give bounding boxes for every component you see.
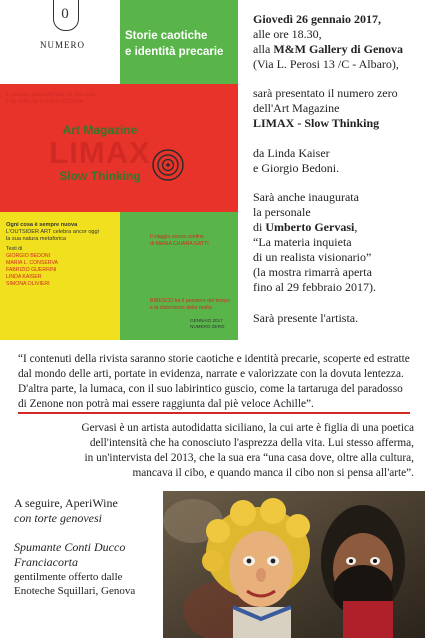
author-item: LINDA KAISER xyxy=(6,274,42,280)
author-item: SIMONA OLIVIERI xyxy=(6,281,50,287)
quote-line: dal mondo delle arti, portate in evidenza, narrate e valorizzate con la dovuta lentezza. xyxy=(18,368,404,380)
event-address: (Via L. Perosi 13 /C - Albaro), xyxy=(253,57,399,71)
event-date-text: Giovedì 26 gennaio 2017, xyxy=(253,12,382,26)
photo-illustration xyxy=(163,491,425,638)
magazine-name xyxy=(253,116,379,131)
enoteche-line: Enoteche Squillari, Genova xyxy=(14,585,136,597)
open-line-7: fino al 29 febbraio 2017). xyxy=(253,280,376,294)
cover-headline xyxy=(125,28,235,60)
cover-issue-line-2: NUMERO ZERO xyxy=(190,324,225,329)
cover-mid-line-3: la sua natura metaforica xyxy=(6,236,67,242)
bio-line: dell'intensità che ha conosciuto l'asprezza della vita. Lui stesso afferma, xyxy=(89,437,414,449)
cover-right-text xyxy=(150,234,236,248)
authors-label: Testi di xyxy=(6,246,23,252)
cover-issue-line-1: GENNAIO 2017 xyxy=(190,318,223,323)
cover-headline-line-1: Storie caotiche xyxy=(125,30,208,42)
author-item: GIORGIO BEDONI xyxy=(6,253,51,259)
event-date xyxy=(253,12,381,27)
by-line-2: e Giorgio Bedoni. xyxy=(253,161,340,175)
cover-authors xyxy=(6,246,124,288)
event-time: alle ore 18.30, xyxy=(253,27,322,41)
magazine-cover xyxy=(0,0,238,340)
cover-mid-text xyxy=(6,222,124,243)
puppet-figures-photo xyxy=(163,491,425,638)
open-line-3 xyxy=(253,220,357,235)
spumante-line xyxy=(14,540,125,555)
by-line-1: da Linda Kaiser xyxy=(253,146,330,160)
quote-line: “I contenuti della rivista saranno storie caotiche e identità precarie, scoperte ed estratte xyxy=(18,353,410,365)
cover-mid-line-2: L'OUTSIDER ART celebra ancor oggi xyxy=(6,229,99,235)
cover-bottom-line-1: BIBESCO tra il pensiero del tempo xyxy=(150,298,230,304)
cover-bottom-text xyxy=(150,298,236,312)
present-line-1: sarà presentato il numero zero xyxy=(253,86,398,100)
open-line-4: “La materia inquieta xyxy=(253,235,352,249)
venue-name: M&M Gallery di Genova xyxy=(273,42,403,56)
franciacorta-line xyxy=(14,555,78,570)
event-venue xyxy=(253,42,403,57)
aperiwine-line: A seguire, AperiWine xyxy=(14,496,118,510)
cover-bottom-line-2: e la distorsione della realtà xyxy=(150,305,212,311)
torte-line xyxy=(14,511,102,526)
cover-intro xyxy=(6,92,124,106)
quote-line: di Zenone non potrà mai essere raggiunta dal piè veloce Achille”. xyxy=(18,398,314,410)
quote-line: D'altra parte, la lumaca, con il suo labirintico guscio, come la tartaruga del paradosso xyxy=(18,383,403,395)
open-line-2: la personale xyxy=(253,205,311,219)
bio-line: Gervasi è un artista autodidatta siciliano, la cui arte è figlia di una poetica xyxy=(81,422,414,434)
magazine-quote xyxy=(18,352,410,412)
artist-name: Umberto Gervasi xyxy=(265,220,355,234)
cover-intro-line-1: È nessuno possiede tutto ciò che vede, xyxy=(6,92,97,98)
cover-right-line-2: di MARIA CHIARA GATTI xyxy=(150,241,209,247)
offered-line: gentilmente offerto dalle xyxy=(14,571,123,583)
present-line-2: dell'Art Magazine xyxy=(253,101,340,115)
cover-intro-line-2: il filo della vita in KUFICA CIZIMA xyxy=(6,99,83,105)
open-line-1: Sarà anche inaugurata xyxy=(253,190,359,204)
author-item: MARIA L. CONSERVA xyxy=(6,260,58,266)
artist-suffix: , xyxy=(354,220,358,234)
logo-limax: LIMAX xyxy=(49,135,151,170)
bio-line: mancava il cibo, e quando manca il cibo non si pensa all'arte”. xyxy=(132,467,414,479)
open-line-6: (la mostra rimarrà aperta xyxy=(253,265,372,279)
cover-headline-line-2: e identità precarie xyxy=(125,46,224,58)
venue-prefix: alla xyxy=(253,42,274,56)
open-line-5: di un realista visionario” xyxy=(253,250,372,264)
cover-mid-line-1: Ogni cosa è sempre nuova xyxy=(6,222,78,228)
author-item: FABRIZIO GUERRINI xyxy=(6,267,57,273)
magazine-name-text: LIMAX - Slow Thinking xyxy=(253,116,380,130)
logo-art-magazine: Art Magazine xyxy=(62,123,138,137)
snail-shell-icon xyxy=(150,147,186,183)
numero-word: NUMERO xyxy=(40,40,86,50)
torte-text: con torte genovesi xyxy=(14,511,102,525)
red-divider xyxy=(18,412,410,414)
artist-bio xyxy=(18,421,414,481)
cover-right-line-1: Il viaggio senza confine xyxy=(150,234,204,240)
franciacorta-text: Franciacorta xyxy=(14,555,78,569)
artist-prefix: di xyxy=(253,220,266,234)
logo-slow-thinking: Slow Thinking xyxy=(59,169,141,183)
numero-mark: 0 xyxy=(61,6,69,22)
artist-present: Sarà presente l'artista. xyxy=(253,311,359,325)
spumante-text: Spumante Conti Ducco xyxy=(14,540,126,554)
bio-line: in un'intervista del 2013, che la sua era “una casa dove, oltre alla cultura, xyxy=(84,452,414,464)
cover-issue xyxy=(190,318,236,330)
